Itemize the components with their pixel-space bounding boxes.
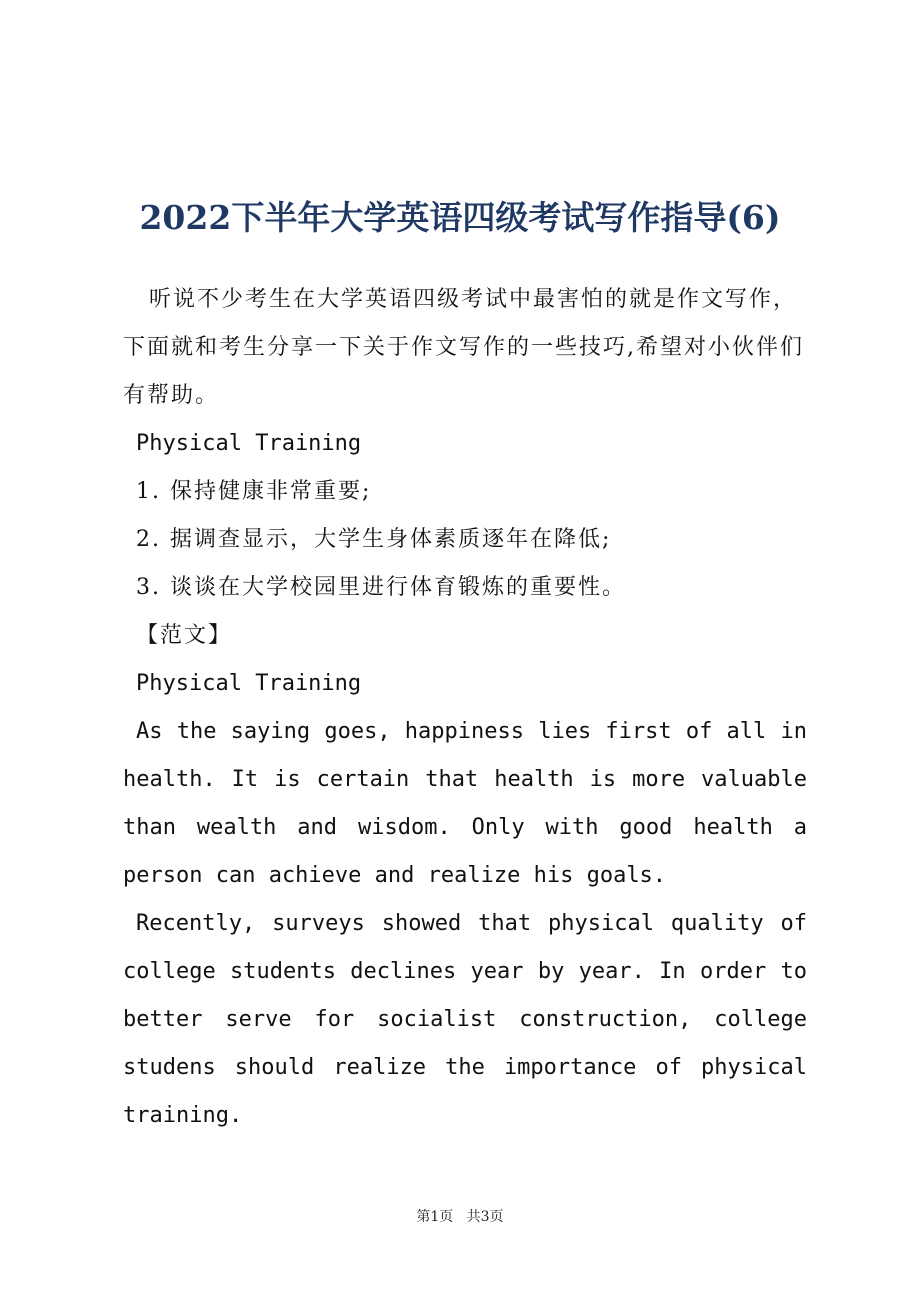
page-number: 第1页	[416, 1209, 454, 1225]
essay-paragraph-1: As the saying goes, happiness lies first of all in health. It is certain that health is more valuable than wealth and wisdom. Only with good health a person can achieve and realize his goals.	[123, 719, 807, 888]
prompt-title: Physical Training	[136, 431, 362, 456]
document-title: 2022下半年大学英语四级考试写作指导(6)	[139, 198, 781, 237]
essay-paragraph-2: Recently, surveys showed that physical quality of college students declines year by year. In order to better serve for socialist construction, college studens should realize the importance of physical training.	[123, 911, 807, 1128]
prompt-item-2: 2. 据调查显示，大学生身体素质逐年在降低;	[136, 527, 612, 552]
page-total: 共3页	[466, 1209, 504, 1225]
sample-label: 【范文】	[136, 623, 233, 648]
essay-title: Physical Training	[136, 671, 362, 696]
prompt-item-3: 3. 谈谈在大学校园里进行体育锻炼的重要性。	[136, 575, 626, 600]
prompt-item-1: 1. 保持健康非常重要;	[136, 479, 372, 504]
document-body	[123, 276, 807, 1140]
intro-paragraph: 听说不少考生在大学英语四级考试中最害怕的就是作文写作，下面就和考生分享一下关于作文写作的一些技巧,希望对小伙伴们有帮助。	[123, 287, 804, 408]
page-footer	[0, 1207, 920, 1227]
